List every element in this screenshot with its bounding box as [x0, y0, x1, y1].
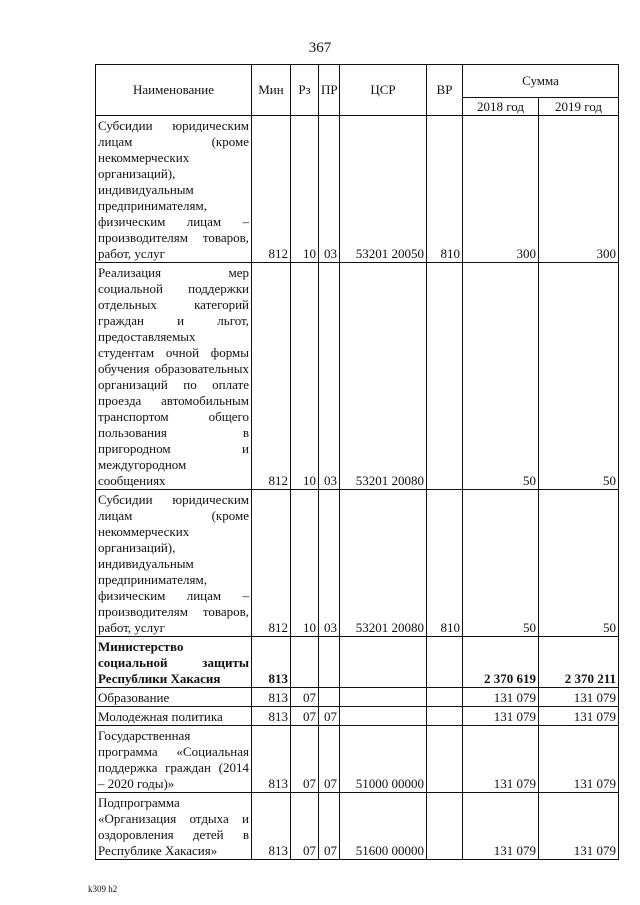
row-csr: 53201 20080 — [340, 490, 427, 637]
row-pr: 03 — [319, 116, 340, 263]
row-vr: 810 — [427, 116, 463, 263]
row-min: 813 — [252, 688, 291, 707]
row-2018: 131 079 — [463, 726, 539, 793]
row-vr — [427, 688, 463, 707]
row-csr: 53201 20080 — [340, 263, 427, 490]
table-row — [96, 263, 619, 490]
row-min: 813 — [252, 637, 291, 688]
row-2018: 300 — [463, 116, 539, 263]
row-name: Субсидии юридическим лицам (кроме некоммерческих организаций), индивидуальным предпринимателям, физическим лицам – производителям товаров, работ, услуг — [96, 116, 252, 263]
row-2018: 131 079 — [463, 707, 539, 726]
table-row — [96, 490, 619, 637]
header-vr: ВР — [427, 65, 463, 116]
row-vr: 810 — [427, 490, 463, 637]
header-year-2018: 2018 год — [463, 98, 539, 116]
row-pr — [319, 688, 340, 707]
row-rz: 10 — [291, 263, 319, 490]
row-name: Субсидии юридическим лицам (кроме некоммерческих организаций), индивидуальным предпринимателям, физическим лицам – производителям товаров, работ, услуг — [96, 490, 252, 637]
row-csr: 51000 00000 — [340, 726, 427, 793]
table-row — [96, 637, 619, 688]
row-2019: 131 079 — [539, 707, 619, 726]
row-pr: 07 — [319, 707, 340, 726]
header-sum: Сумма — [463, 65, 619, 98]
row-vr — [427, 726, 463, 793]
row-name: Подпрограмма «Организация отдыха и оздоровления детей в Республике Хакасия» — [96, 793, 252, 860]
row-pr: 03 — [319, 490, 340, 637]
row-2019: 50 — [539, 490, 619, 637]
row-2019: 50 — [539, 263, 619, 490]
row-2019: 131 079 — [539, 688, 619, 707]
row-pr — [319, 637, 340, 688]
row-2018: 2 370 619 — [463, 637, 539, 688]
row-name: Министерство социальной защиты Республики Хакасия — [96, 637, 252, 688]
row-vr — [427, 707, 463, 726]
row-csr — [340, 707, 427, 726]
header-pr: ПР — [319, 65, 340, 116]
row-name: Образование — [96, 688, 252, 707]
row-min: 813 — [252, 793, 291, 860]
row-min: 812 — [252, 490, 291, 637]
row-2018: 50 — [463, 263, 539, 490]
row-vr — [427, 637, 463, 688]
row-rz: 07 — [291, 726, 319, 793]
row-pr: 03 — [319, 263, 340, 490]
table-row — [96, 793, 619, 860]
row-name: Молодежная политика — [96, 707, 252, 726]
row-rz: 10 — [291, 490, 319, 637]
row-csr — [340, 637, 427, 688]
row-2019: 131 079 — [539, 726, 619, 793]
row-2019: 131 079 — [539, 793, 619, 860]
row-min: 812 — [252, 263, 291, 490]
header-name: Наименование — [96, 65, 252, 116]
row-min: 813 — [252, 726, 291, 793]
footer-mark: k309 h2 — [88, 884, 118, 894]
page-number: 367 — [308, 40, 332, 56]
header-min: Мин — [252, 65, 291, 116]
row-2018: 50 — [463, 490, 539, 637]
table-row — [96, 707, 619, 726]
table-row — [96, 688, 619, 707]
header-rz: Рз — [291, 65, 319, 116]
row-rz: 07 — [291, 688, 319, 707]
row-min: 813 — [252, 707, 291, 726]
row-csr — [340, 688, 427, 707]
row-name: Государственная программа «Социальная поддержка граждан (2014 – 2020 годы)» — [96, 726, 252, 793]
row-pr: 07 — [319, 793, 340, 860]
table-row — [96, 726, 619, 793]
header-year-2019: 2019 год — [539, 98, 619, 116]
budget-table — [95, 64, 619, 860]
row-2018: 131 079 — [463, 688, 539, 707]
row-name: Реализация мер социальной поддержки отдельных категорий граждан и льгот, предоставляемых студентам очной формы обучения образовательных организаций по оплате проезда автомобильным транспортом общего пользования в пригородном и междугородном сообщениях — [96, 263, 252, 490]
table-row — [96, 116, 619, 263]
row-2019: 300 — [539, 116, 619, 263]
row-rz: 07 — [291, 707, 319, 726]
row-vr — [427, 263, 463, 490]
row-min: 812 — [252, 116, 291, 263]
row-rz: 10 — [291, 116, 319, 263]
row-rz — [291, 637, 319, 688]
row-csr: 53201 20050 — [340, 116, 427, 263]
row-2019: 2 370 211 — [539, 637, 619, 688]
row-pr: 07 — [319, 726, 340, 793]
row-csr: 51600 00000 — [340, 793, 427, 860]
row-vr — [427, 793, 463, 860]
row-2018: 131 079 — [463, 793, 539, 860]
row-rz: 07 — [291, 793, 319, 860]
header-csr: ЦСР — [340, 65, 427, 116]
